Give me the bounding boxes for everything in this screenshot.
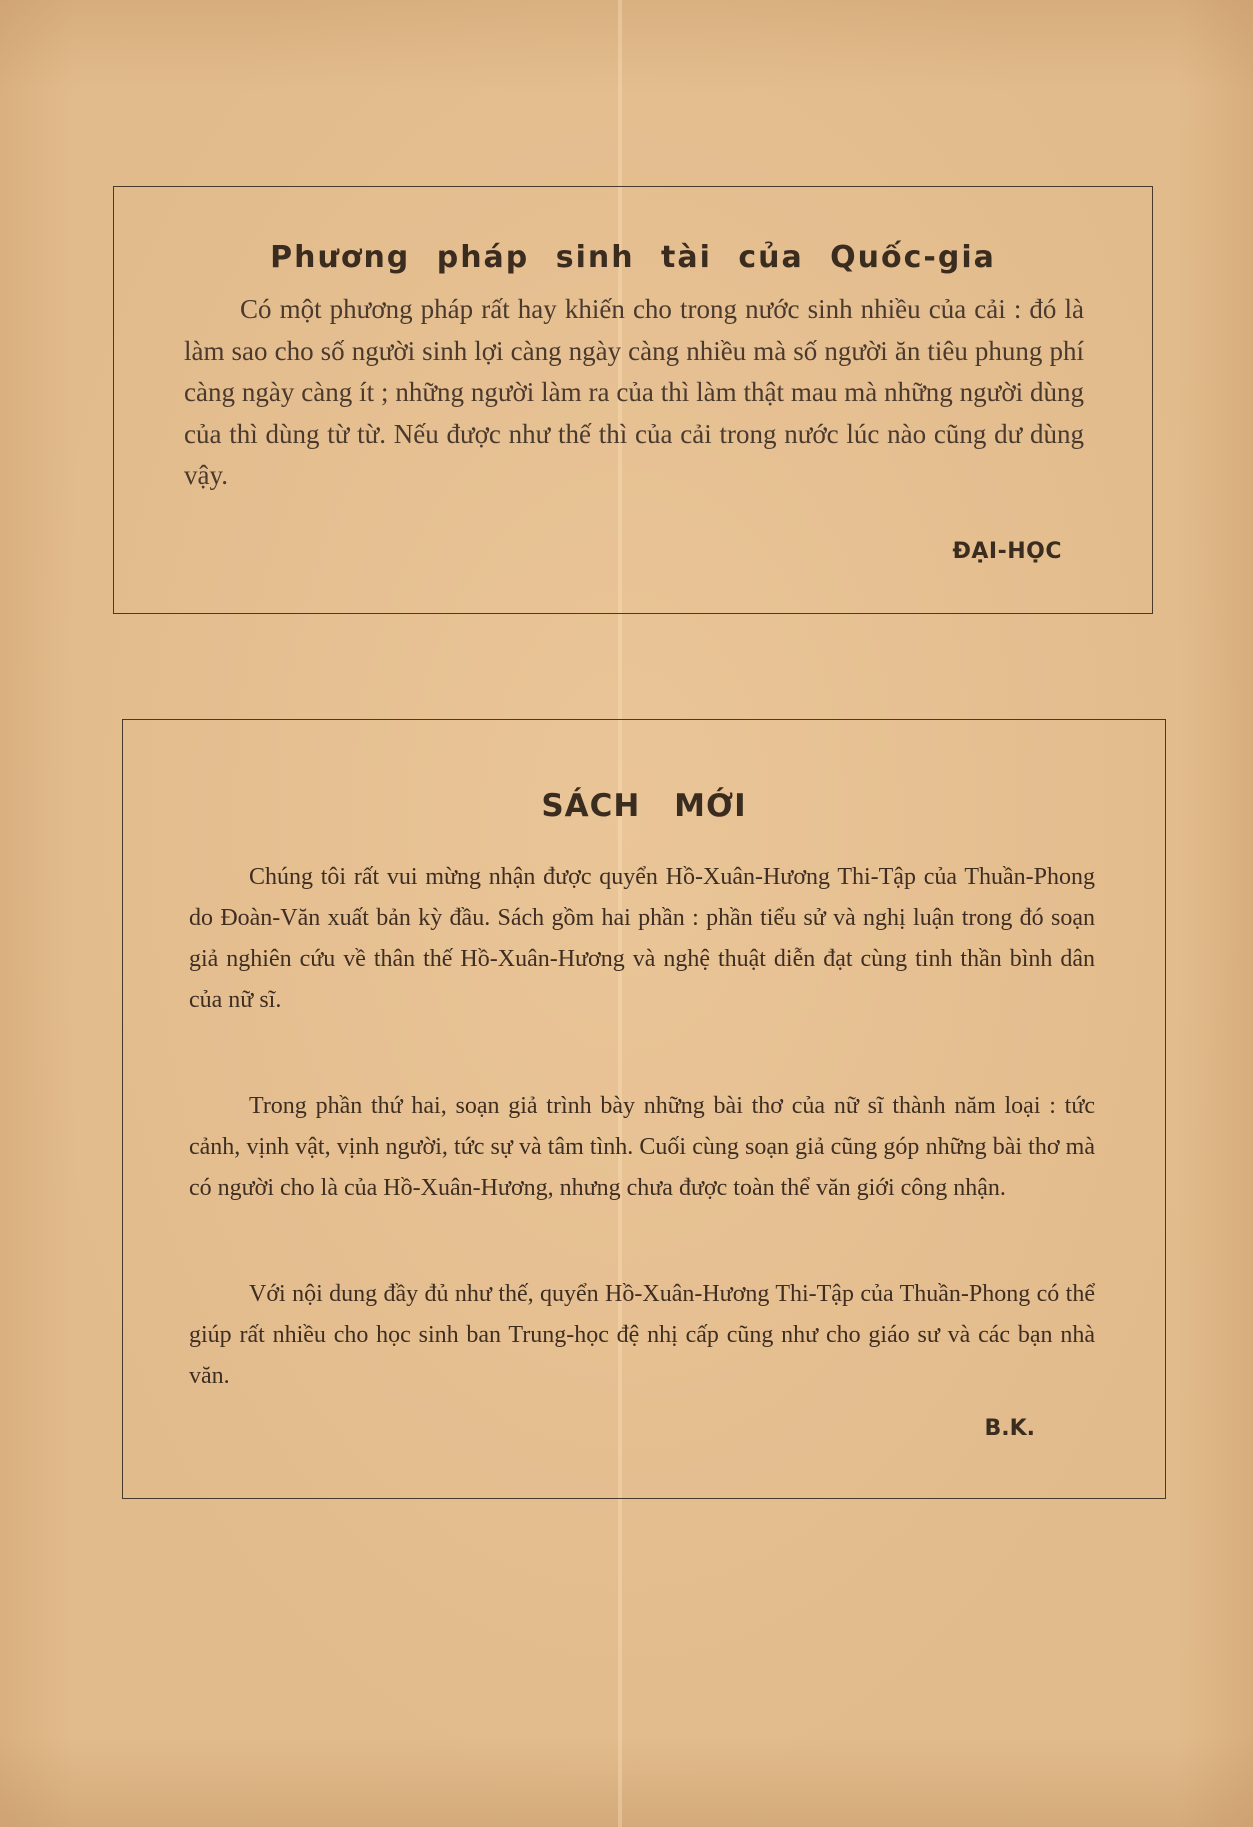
review-paragraph: Chúng tôi rất vui mừng nhận được quyển Hồ-Xuân-Hương Thi-Tập của Thuần-Phong do Đoàn-Văn xuất bản kỳ đầu. Sách gồm hai phần : phần tiểu sử và nghị luận trong đó soạn giả nghiên cứu về thân thế Hồ-Xuân-Hương và nghệ thuật diễn đạt cùng tinh thần bình dân của nữ sĩ. (189, 864, 1095, 1013)
notice-box-national-wealth (113, 186, 1153, 614)
notice-signature: ĐẠI-HỌC (952, 539, 1062, 564)
review-paragraph: Với nội dung đầy đủ như thế, quyển Hồ-Xuân-Hương Thi-Tập của Thuần-Phong có thể giúp rất nhiều cho học sinh ban Trung-học đệ nhị cấp cũng như cho giáo sư và các bạn nhà văn. (189, 1281, 1095, 1389)
review-signature: B.K. (984, 1416, 1035, 1441)
notice-box-new-books (122, 719, 1166, 1499)
notice-title: Phương pháp sinh tài của Quốc-gia (270, 240, 996, 275)
section-title: SÁCH MỚI (541, 788, 747, 824)
review-paragraph: Trong phần thứ hai, soạn giả trình bày những bài thơ của nữ sĩ thành năm loại : tức cảnh, vịnh vật, vịnh người, tức sự và tâm tình. Cuối cùng soạn giả cũng góp những bài thơ mà có người cho là của Hồ-Xuân-Hương, nhưng chưa được toàn thể văn giới công nhận. (189, 1093, 1095, 1201)
notice-body: Có một phương pháp rất hay khiến cho trong nước sinh nhiều của cải : đó là làm sao cho số người sinh lợi càng ngày càng nhiều mà số người ăn tiêu phung phí càng ngày càng ít ; những người làm ra của thì làm thật mau mà những người dùng của thì dùng từ từ. Nếu được như thế thì của cải trong nước lúc nào cũng dư dùng vậy. (184, 294, 1084, 490)
